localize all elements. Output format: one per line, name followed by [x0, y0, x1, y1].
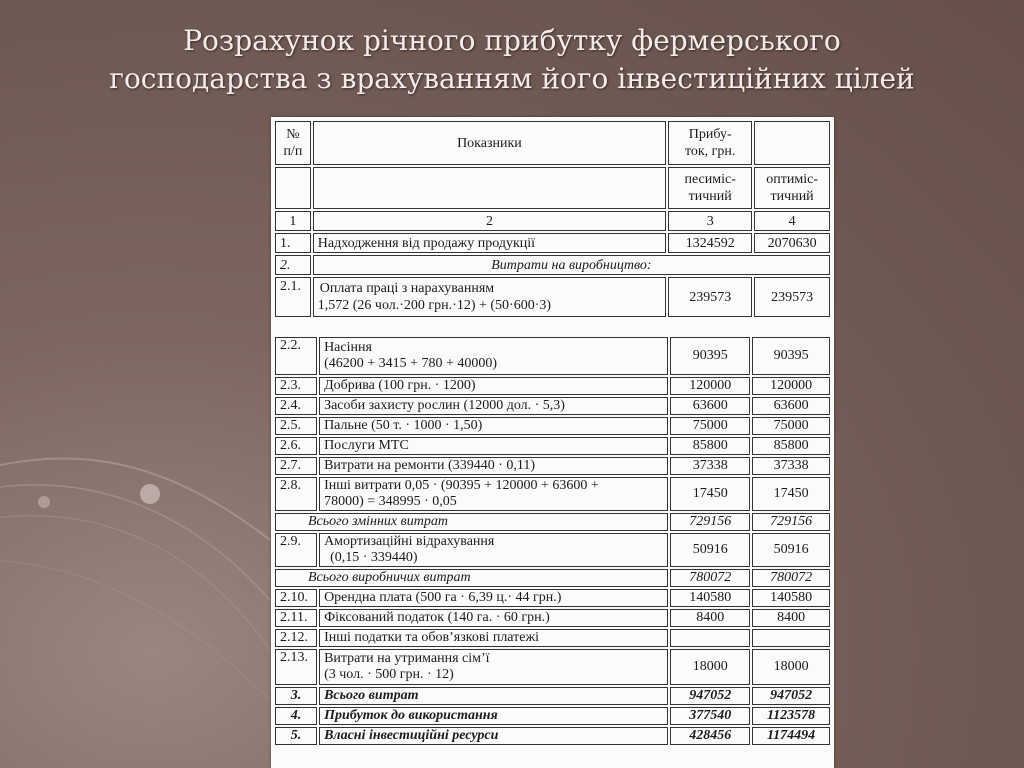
value-optimistic: 2070630: [754, 233, 830, 253]
title-line-1: Розрахунок річного прибутку фермерського: [183, 24, 841, 57]
row-num: 2.2.: [275, 337, 317, 375]
row-label: Добрива (100 грн. · 1200): [319, 377, 668, 395]
row-num: 3.: [275, 687, 317, 705]
row-label: Засоби захисту рослин (12000 дол. · 5,3): [319, 397, 668, 415]
row-num: 2.10.: [275, 589, 317, 607]
value-pessimistic: 75000: [670, 417, 750, 435]
table-row: [275, 397, 830, 415]
row-label: Прибуток до використання: [319, 707, 668, 725]
table-row: [275, 649, 830, 685]
row-label: Всього витрат: [319, 687, 668, 705]
header-optimistic: [754, 167, 830, 209]
row-num: 2.5.: [275, 417, 317, 435]
table-row: [275, 513, 830, 531]
value-optimistic: 239573: [754, 277, 830, 317]
value-optimistic: 17450: [752, 477, 830, 511]
row-label-l1: Витрати на утримання сім’ї: [324, 651, 490, 666]
value-pessimistic: 377540: [670, 707, 750, 725]
row-label: [319, 533, 668, 567]
table-row: [275, 707, 830, 725]
value-pessimistic: 140580: [670, 589, 750, 607]
col-num-1: 1: [275, 211, 311, 231]
value-pessimistic: [670, 629, 750, 647]
header-profit-l1: Прибу-: [688, 127, 732, 142]
value-optimistic: 780072: [752, 569, 830, 587]
value-pessimistic: 18000: [670, 649, 750, 685]
value-optimistic: 729156: [752, 513, 830, 531]
table-row: [275, 437, 830, 455]
row-label: Орендна плата (500 га · 6,39 ц.· 44 грн.): [319, 589, 668, 607]
header-opt-l2: тичний: [770, 189, 814, 204]
col-num-3: 3: [668, 211, 752, 231]
value-optimistic: 90395: [752, 337, 830, 375]
value-pessimistic: 239573: [668, 277, 752, 317]
row-label-l2: 1,572 (26 чол.·200 грн.·12) + (50·600·3): [317, 298, 552, 313]
table-row: [275, 121, 830, 165]
row-label: Послуги МТС: [319, 437, 668, 455]
row-num: 2.12.: [275, 629, 317, 647]
table-row: [275, 457, 830, 475]
table-row: [275, 337, 830, 375]
row-num: 2.1.: [275, 277, 311, 317]
row-label-l1: Інші витрати 0,05 · (90395 + 120000 + 63600 +: [324, 478, 599, 493]
table-row: [275, 569, 830, 587]
table-row: [275, 477, 830, 511]
subtotal-label: Всього виробничих витрат: [275, 569, 668, 587]
row-label: [319, 649, 668, 685]
table-row: [275, 211, 830, 231]
table-row: [275, 533, 830, 567]
header-pess-l2: тичний: [688, 189, 732, 204]
table-row: [275, 167, 830, 209]
header-opt-l1: оптиміс-: [766, 172, 818, 187]
header-empty: [275, 167, 311, 209]
header-indicators: Показники: [313, 121, 666, 165]
value-optimistic: 37338: [752, 457, 830, 475]
row-num: 2.4.: [275, 397, 317, 415]
value-optimistic: 1174494: [752, 727, 830, 745]
row-label: Пальне (50 т. · 1000 · 1,50): [319, 417, 668, 435]
table-row: [275, 377, 830, 395]
row-num: 2.: [275, 255, 311, 275]
value-optimistic: 1123578: [752, 707, 830, 725]
table-row: [275, 727, 830, 745]
header-pessimistic: [668, 167, 752, 209]
value-optimistic: 947052: [752, 687, 830, 705]
table-row: [275, 255, 830, 275]
value-pessimistic: 50916: [670, 533, 750, 567]
value-optimistic: 63600: [752, 397, 830, 415]
row-num: 2.6.: [275, 437, 317, 455]
header-pess-l1: песиміс-: [684, 172, 736, 187]
table-row: [275, 277, 830, 317]
row-label: [313, 277, 666, 317]
header-empty: [754, 121, 830, 165]
row-label: Надходження від продажу продукції: [313, 233, 666, 253]
row-label-l2: (3 чол. · 500 грн. · 12): [324, 667, 454, 682]
row-label: [319, 337, 668, 375]
row-label: Фіксований податок (140 га. · 60 грн.): [319, 609, 668, 627]
row-num: 4.: [275, 707, 317, 725]
table-row: [275, 687, 830, 705]
subtotal-label: Всього змінних витрат: [275, 513, 668, 531]
row-label-l2: (46200 + 3415 + 780 + 40000): [324, 356, 498, 371]
value-pessimistic: 428456: [670, 727, 750, 745]
row-num: 2.8.: [275, 477, 317, 511]
header-num: [275, 121, 311, 165]
value-optimistic: 8400: [752, 609, 830, 627]
value-pessimistic: 17450: [670, 477, 750, 511]
row-label: Витрати на ремонти (339440 · 0,11): [319, 457, 668, 475]
row-num: 2.9.: [275, 533, 317, 567]
value-optimistic: 75000: [752, 417, 830, 435]
value-optimistic: 140580: [752, 589, 830, 607]
table-image: [271, 117, 834, 768]
value-pessimistic: 37338: [670, 457, 750, 475]
value-pessimistic: 90395: [670, 337, 750, 375]
row-label-l2: 78000) = 348995 · 0,05: [324, 494, 457, 509]
row-num: 2.7.: [275, 457, 317, 475]
row-label-l2: (0,15 · 339440): [330, 550, 418, 565]
value-pessimistic: 8400: [670, 609, 750, 627]
row-num: 5.: [275, 727, 317, 745]
table-row: [275, 233, 830, 253]
row-label: Витрати на виробництво:: [313, 255, 830, 275]
row-label-l1: Оплата праці з нарахуванням: [319, 281, 495, 296]
table-row: [275, 417, 830, 435]
value-pessimistic: 120000: [670, 377, 750, 395]
table-row: [275, 609, 830, 627]
value-pessimistic: 63600: [670, 397, 750, 415]
header-num-l2: п/п: [283, 144, 303, 159]
value-optimistic: [752, 629, 830, 647]
header-empty: [313, 167, 666, 209]
value-pessimistic: 729156: [670, 513, 750, 531]
value-pessimistic: 947052: [670, 687, 750, 705]
profit-table-top: [273, 119, 832, 319]
header-profit: [668, 121, 752, 165]
row-label: Власні інвестиційні ресурси: [319, 727, 668, 745]
table-row: [275, 629, 830, 647]
slide-title: [0, 22, 1024, 98]
row-num: 2.13.: [275, 649, 317, 685]
header-profit-l2: ток, грн.: [684, 144, 736, 159]
value-optimistic: 18000: [752, 649, 830, 685]
header-num-l1: №: [286, 127, 300, 142]
value-pessimistic: 780072: [670, 569, 750, 587]
value-pessimistic: 85800: [670, 437, 750, 455]
title-line-2: господарства з врахуванням його інвестиційних цілей: [109, 62, 915, 95]
row-label: [319, 477, 668, 511]
row-num: 2.11.: [275, 609, 317, 627]
col-num-2: 2: [313, 211, 666, 231]
profit-table-bottom: [273, 335, 832, 747]
value-optimistic: 50916: [752, 533, 830, 567]
row-label-l1: Амортизаційні відрахування: [324, 534, 495, 549]
col-num-4: 4: [754, 211, 830, 231]
row-label-l1: Насіння: [324, 340, 372, 355]
value-optimistic: 85800: [752, 437, 830, 455]
table-row: [275, 589, 830, 607]
row-label: Інші податки та обов’язкові платежі: [319, 629, 668, 647]
row-num: 2.3.: [275, 377, 317, 395]
row-num: 1.: [275, 233, 311, 253]
value-optimistic: 120000: [752, 377, 830, 395]
value-pessimistic: 1324592: [668, 233, 752, 253]
